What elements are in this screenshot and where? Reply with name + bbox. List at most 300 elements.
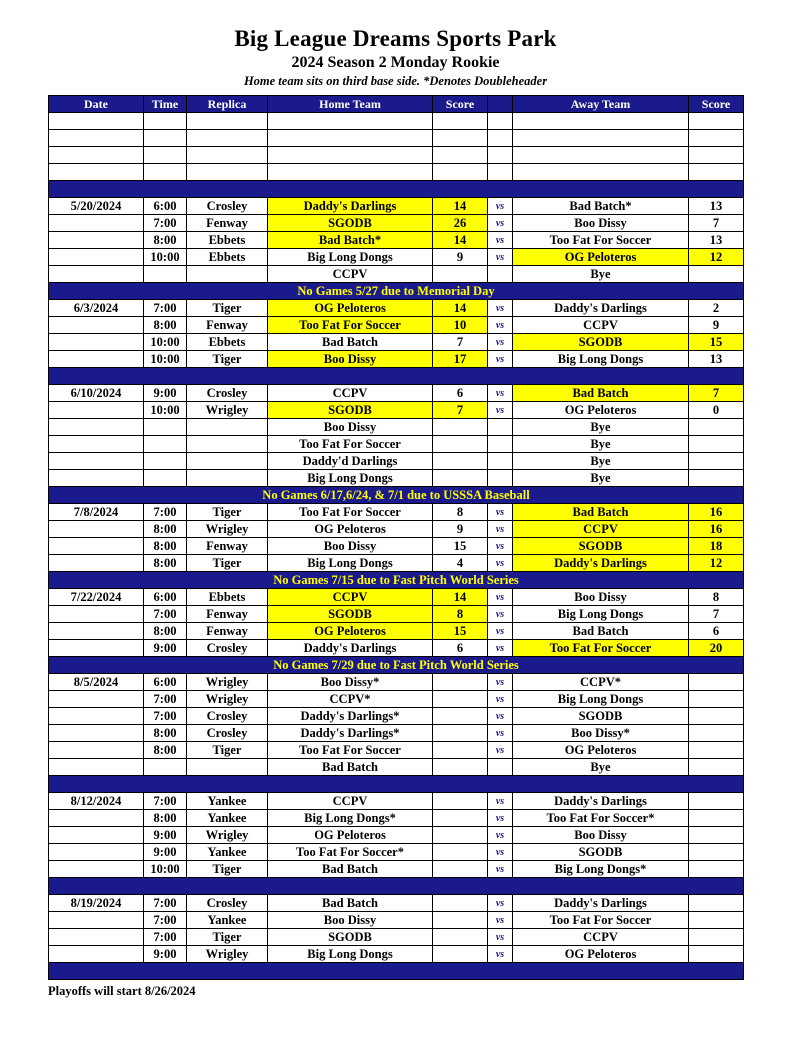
no-games-notice: No Games 7/15 due to Fast Pitch World Series [49,572,744,589]
game-row [49,691,744,708]
time-cell: 6:00 [144,674,187,691]
away-score-cell [689,130,744,147]
date-cell: 8/19/2024 [49,895,144,912]
vs-cell: vs [488,640,513,657]
time-cell: 7:00 [144,793,187,810]
home-score-cell: 9 [433,249,488,266]
vs-cell [488,759,513,776]
vs-cell [488,113,513,130]
home-team-cell: OG Peloteros [268,827,433,844]
date-cell [49,266,144,283]
away-score-cell [689,793,744,810]
away-team-cell: Big Long Dongs [513,351,689,368]
replica-cell: Ebbets [187,334,268,351]
time-cell [144,130,187,147]
playoffs-note: Playoffs will start 8/26/2024 [48,984,196,998]
no-games-notice: No Games 5/27 due to Memorial Day [49,283,744,300]
home-score-cell: 17 [433,351,488,368]
game-row [49,623,744,640]
home-score-cell [433,742,488,759]
home-team-cell: Daddy's Darlings [268,640,433,657]
home-team-cell: Daddy's Darlings* [268,725,433,742]
vs-cell: vs [488,606,513,623]
col-header-home-score: Score [433,96,488,113]
away-team-cell: SGODB [513,708,689,725]
replica-cell: Ebbets [187,589,268,606]
vs-cell [488,266,513,283]
away-team-cell: CCPV [513,317,689,334]
vs-cell: vs [488,929,513,946]
table-header-row [49,96,744,113]
home-team-cell: Bad Batch [268,861,433,878]
home-team-cell: Big Long Dongs [268,946,433,963]
date-cell [49,402,144,419]
home-score-cell [433,929,488,946]
home-score-cell [433,419,488,436]
away-score-cell: 7 [689,606,744,623]
home-team-cell: Big Long Dongs [268,249,433,266]
home-team-cell: Big Long Dongs* [268,810,433,827]
home-team-cell: Bad Batch [268,334,433,351]
vs-cell: vs [488,198,513,215]
no-games-notice: No Games 6/17,6/24, & 7/1 due to USSSA Baseball [49,487,744,504]
away-team-cell: Too Fat For Soccer [513,232,689,249]
away-score-cell: 7 [689,215,744,232]
away-team-cell: OG Peloteros [513,946,689,963]
schedule-page [0,26,791,999]
replica-cell: Tiger [187,300,268,317]
away-score-cell [689,419,744,436]
away-team-cell: Boo Dissy* [513,725,689,742]
away-team-cell: Bye [513,453,689,470]
game-row [49,504,744,521]
home-team-cell: OG Peloteros [268,623,433,640]
replica-cell: Wrigley [187,691,268,708]
replica-cell: Yankee [187,810,268,827]
home-score-cell: 8 [433,606,488,623]
game-row [49,946,744,963]
replica-cell: Crosley [187,725,268,742]
away-score-cell [689,912,744,929]
home-score-cell: 4 [433,555,488,572]
home-score-cell: 14 [433,198,488,215]
home-team-cell: CCPV [268,266,433,283]
away-score-cell [689,929,744,946]
replica-cell: Wrigley [187,521,268,538]
home-score-cell [433,861,488,878]
vs-cell: vs [488,555,513,572]
time-cell: 8:00 [144,725,187,742]
vs-cell: vs [488,215,513,232]
home-score-cell [433,164,488,181]
vs-cell [488,130,513,147]
vs-cell: vs [488,742,513,759]
col-header-date: Date [49,96,144,113]
away-score-cell [689,725,744,742]
time-cell: 10:00 [144,249,187,266]
away-score-cell [689,266,744,283]
replica-cell: Tiger [187,742,268,759]
vs-cell: vs [488,827,513,844]
home-team-cell: Too Fat For Soccer [268,436,433,453]
game-row [49,844,744,861]
away-score-cell: 2 [689,300,744,317]
replica-cell: Tiger [187,861,268,878]
bye-row [49,470,744,487]
home-score-cell [433,266,488,283]
date-cell [49,623,144,640]
home-score-cell [433,147,488,164]
game-row [49,895,744,912]
date-cell [49,249,144,266]
home-team-cell: CCPV [268,793,433,810]
away-score-cell: 18 [689,538,744,555]
time-cell: 9:00 [144,844,187,861]
replica-cell: Crosley [187,895,268,912]
time-cell: 7:00 [144,929,187,946]
away-team-cell: Daddy's Darlings [513,895,689,912]
separator-bar [49,776,744,793]
time-cell: 7:00 [144,912,187,929]
away-team-cell: Too Fat For Soccer [513,640,689,657]
replica-cell: Wrigley [187,402,268,419]
time-cell: 10:00 [144,861,187,878]
game-row [49,385,744,402]
vs-cell: vs [488,521,513,538]
time-cell: 9:00 [144,640,187,657]
game-row [49,300,744,317]
home-score-cell [433,130,488,147]
empty-row [49,164,744,181]
away-team-cell: CCPV [513,521,689,538]
away-team-cell: Big Long Dongs* [513,861,689,878]
game-row [49,861,744,878]
away-score-cell [689,827,744,844]
vs-cell: vs [488,674,513,691]
replica-cell: Crosley [187,708,268,725]
home-score-cell [433,793,488,810]
date-cell: 8/12/2024 [49,793,144,810]
replica-cell [187,436,268,453]
time-cell: 9:00 [144,827,187,844]
home-score-cell [433,470,488,487]
time-cell: 7:00 [144,895,187,912]
time-cell [144,419,187,436]
away-team-cell: Big Long Dongs [513,691,689,708]
replica-cell: Tiger [187,351,268,368]
date-cell [49,725,144,742]
home-score-cell: 15 [433,623,488,640]
date-cell: 6/3/2024 [49,300,144,317]
game-row [49,725,744,742]
replica-cell [187,164,268,181]
time-cell [144,266,187,283]
bye-row [49,436,744,453]
home-team-cell: Bad Batch [268,759,433,776]
away-team-cell: Big Long Dongs [513,606,689,623]
away-team-cell: Daddy's Darlings [513,793,689,810]
replica-cell: Crosley [187,385,268,402]
replica-cell: Crosley [187,640,268,657]
away-score-cell: 13 [689,351,744,368]
game-row [49,351,744,368]
time-cell: 8:00 [144,555,187,572]
away-team-cell: Daddy's Darlings [513,555,689,572]
away-score-cell [689,147,744,164]
page-title: Big League Dreams Sports Park [234,26,557,51]
game-row [49,912,744,929]
vs-cell: vs [488,793,513,810]
date-cell [49,759,144,776]
time-cell [144,759,187,776]
vs-cell: vs [488,946,513,963]
away-score-cell: 8 [689,589,744,606]
separator-bar [49,878,744,895]
home-score-cell: 7 [433,402,488,419]
away-score-cell [689,861,744,878]
vs-cell: vs [488,623,513,640]
away-score-cell: 0 [689,402,744,419]
away-score-cell [689,895,744,912]
away-team-cell [513,164,689,181]
time-cell: 6:00 [144,589,187,606]
away-team-cell: Bye [513,470,689,487]
replica-cell: Yankee [187,844,268,861]
replica-cell: Tiger [187,504,268,521]
away-score-cell: 12 [689,249,744,266]
replica-cell: Fenway [187,538,268,555]
notice-row [49,657,744,674]
home-team-cell [268,130,433,147]
date-cell: 6/10/2024 [49,385,144,402]
home-team-cell [268,113,433,130]
home-score-cell [433,113,488,130]
date-cell [49,334,144,351]
home-team-cell: CCPV [268,589,433,606]
vs-cell: vs [488,317,513,334]
away-score-cell [689,759,744,776]
home-team-cell: Boo Dissy [268,912,433,929]
away-score-cell [689,691,744,708]
date-cell [49,861,144,878]
date-cell [49,419,144,436]
vs-cell: vs [488,725,513,742]
home-score-cell: 9 [433,521,488,538]
away-team-cell: Bad Batch [513,385,689,402]
vs-cell: vs [488,912,513,929]
replica-cell: Wrigley [187,827,268,844]
home-team-cell: Boo Dissy [268,419,433,436]
date-cell [49,691,144,708]
date-cell [49,827,144,844]
replica-cell [187,453,268,470]
game-row [49,538,744,555]
home-team-cell [268,164,433,181]
vs-cell: vs [488,589,513,606]
away-score-cell [689,708,744,725]
date-cell [49,606,144,623]
away-team-cell: Too Fat For Soccer* [513,810,689,827]
away-team-cell: Bye [513,436,689,453]
date-cell [49,113,144,130]
col-header-time: Time [144,96,187,113]
empty-row [49,130,744,147]
away-team-cell [513,147,689,164]
home-team-cell: Boo Dissy [268,351,433,368]
date-cell [49,810,144,827]
date-cell: 8/5/2024 [49,674,144,691]
date-cell [49,470,144,487]
game-row [49,810,744,827]
home-score-cell: 14 [433,300,488,317]
replica-cell [187,113,268,130]
date-cell [49,215,144,232]
home-team-cell: Daddy'd Darlings [268,453,433,470]
vs-cell [488,164,513,181]
time-cell: 7:00 [144,708,187,725]
game-row [49,589,744,606]
game-row [49,708,744,725]
vs-cell: vs [488,708,513,725]
time-cell: 8:00 [144,538,187,555]
game-row [49,827,744,844]
away-score-cell [689,742,744,759]
date-cell: 7/22/2024 [49,589,144,606]
time-cell [144,113,187,130]
date-cell [49,232,144,249]
time-cell: 10:00 [144,351,187,368]
time-cell: 7:00 [144,606,187,623]
away-score-cell: 6 [689,623,744,640]
away-score-cell: 9 [689,317,744,334]
time-cell [144,147,187,164]
replica-cell: Ebbets [187,232,268,249]
schedule-table [48,95,744,980]
away-team-cell [513,130,689,147]
time-cell: 7:00 [144,691,187,708]
date-cell [49,164,144,181]
away-score-cell [689,810,744,827]
vs-cell: vs [488,895,513,912]
away-team-cell: OG Peloteros [513,249,689,266]
time-cell: 8:00 [144,623,187,640]
away-score-cell [689,674,744,691]
col-header-vs [488,96,513,113]
time-cell: 8:00 [144,521,187,538]
game-row [49,555,744,572]
home-team-cell: SGODB [268,929,433,946]
date-cell [49,317,144,334]
vs-cell: vs [488,861,513,878]
game-row [49,249,744,266]
time-cell: 8:00 [144,232,187,249]
time-cell: 7:00 [144,504,187,521]
game-row [49,215,744,232]
date-cell [49,521,144,538]
game-row [49,334,744,351]
time-cell [144,164,187,181]
away-team-cell: OG Peloteros [513,742,689,759]
vs-cell [488,419,513,436]
game-row [49,402,744,419]
away-score-cell [689,844,744,861]
home-score-cell [433,912,488,929]
away-team-cell: Bye [513,266,689,283]
away-score-cell: 13 [689,198,744,215]
away-score-cell: 16 [689,521,744,538]
home-team-cell: Big Long Dongs [268,555,433,572]
date-cell [49,453,144,470]
time-cell: 6:00 [144,198,187,215]
replica-cell [187,266,268,283]
time-cell: 8:00 [144,742,187,759]
replica-cell [187,470,268,487]
game-row [49,521,744,538]
date-cell [49,742,144,759]
home-score-cell [433,708,488,725]
home-team-cell: Bad Batch* [268,232,433,249]
away-team-cell: Bad Batch [513,504,689,521]
col-header-replica: Replica [187,96,268,113]
replica-cell: Ebbets [187,249,268,266]
separator-bar [49,963,744,980]
no-games-notice: No Games 7/29 due to Fast Pitch World Series [49,657,744,674]
replica-cell: Fenway [187,606,268,623]
home-score-cell [433,827,488,844]
away-team-cell: Bye [513,759,689,776]
date-cell [49,538,144,555]
time-cell: 8:00 [144,317,187,334]
replica-cell [187,759,268,776]
game-row [49,742,744,759]
away-score-cell [689,470,744,487]
bye-row [49,453,744,470]
col-header-away-score: Score [689,96,744,113]
notice-row [49,487,744,504]
page-subtitle: 2024 Season 2 Monday Rookie [291,54,500,71]
away-team-cell: Boo Dissy [513,827,689,844]
game-row [49,640,744,657]
replica-cell [187,419,268,436]
away-score-cell [689,453,744,470]
away-team-cell: OG Peloteros [513,402,689,419]
time-cell: 9:00 [144,946,187,963]
home-score-cell: 14 [433,232,488,249]
vs-cell: vs [488,810,513,827]
empty-row [49,147,744,164]
replica-cell: Yankee [187,793,268,810]
vs-cell: vs [488,402,513,419]
date-cell [49,436,144,453]
replica-cell: Fenway [187,215,268,232]
home-team-cell: CCPV* [268,691,433,708]
game-row [49,793,744,810]
replica-cell: Wrigley [187,946,268,963]
date-cell [49,912,144,929]
time-cell: 9:00 [144,385,187,402]
vs-cell: vs [488,249,513,266]
home-score-cell [433,810,488,827]
separator-bar [49,368,744,385]
date-cell: 5/20/2024 [49,198,144,215]
separator-row [49,878,744,895]
home-score-cell [433,674,488,691]
home-score-cell [433,844,488,861]
home-score-cell [433,946,488,963]
vs-cell: vs [488,300,513,317]
away-score-cell [689,436,744,453]
home-score-cell: 6 [433,640,488,657]
